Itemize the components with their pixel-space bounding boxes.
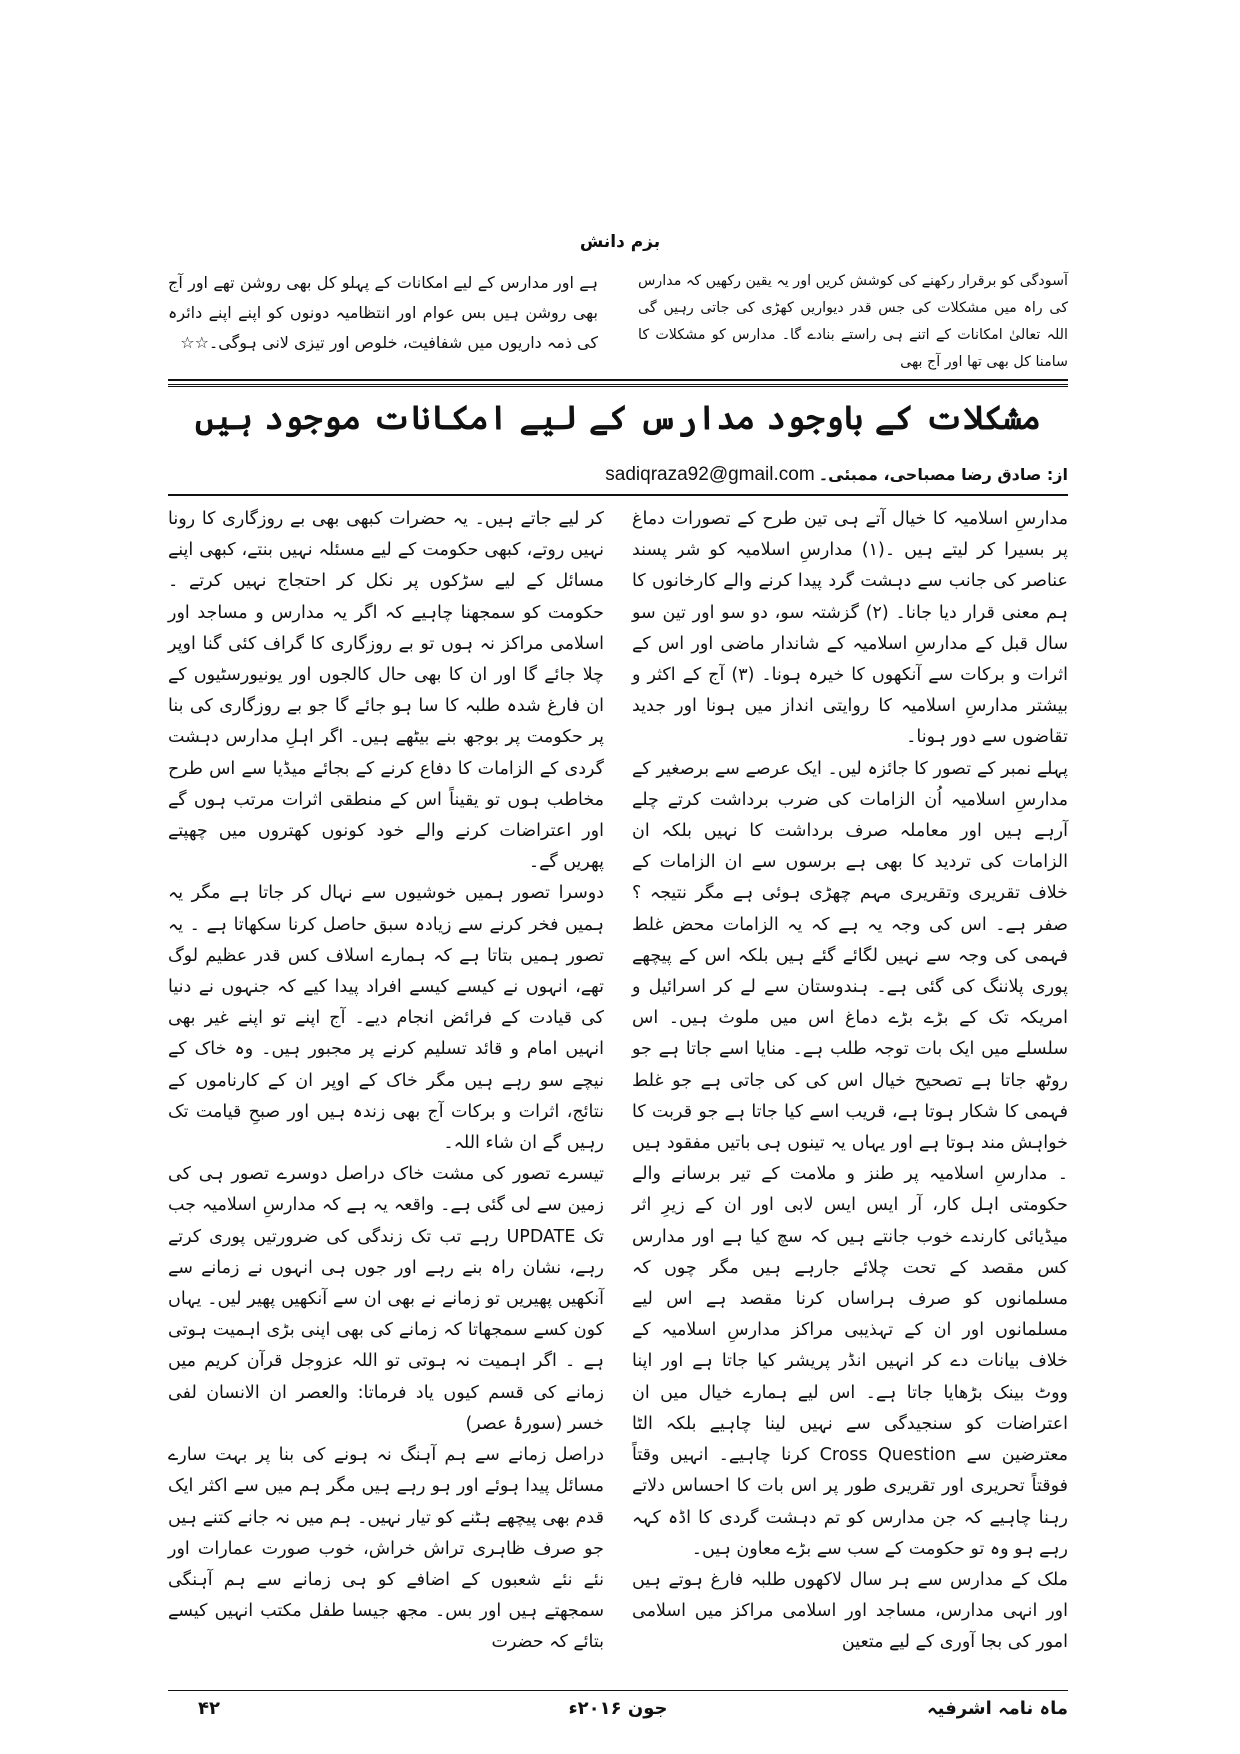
top-right-column <box>638 268 1068 376</box>
paragraph: پہلے نمبر کے تصور کا جائزہ لیں۔ ایک عرصے سے برصغیر کے مدارسِ اسلامیہ اُن الزامات کی ضرب برداشت کرتے چلے آرہے ہیں اور معاملہ صرف برداشت کا نہیں بلکہ ان الزامات کی تردید کا بھی ہے برسوں سے ان الزامات کے خلاف تقریری وتقریری مہم چھڑی ہوئی ہے مگر نتیجہ ؟ صفر ہے۔ اس کی وجہ یہ ہے کہ یہ الزامات محض غلط فہمی کی وجہ سے نہیں لگائے گئے ہیں بلکہ اس کے پیچھے پوری پلاننگ کی گئی ہے۔ ہندوستان سے لے کر اسرائیل و امریکہ تک کے بڑے بڑے دماغ اس میں ملوث ہیں۔ اس سلسلے میں ایک بات توجہ طلب ہے۔ منایا اسے جاتا ہے جو روٹھ جاتا ہے تصحیح خیال اس کی کی جاتی ہے جو غلط فہمی کا شکار ہوتا ہے، قریب اسے کیا جاتا ہے جو قربت کا خواہش مند ہوتا ہے اور یہاں یہ تینوں ہی باتیں مفقود ہیں ۔ مدارسِ اسلامیہ پر طنز و ملامت کے تیر برسانے والے حکومتی اہل کار، آر ایس ایس لابی اور ان کے زیرِ اثر میڈیائی کارندے خوب جانتے ہیں کہ سچ کیا ہے اور مدارس کس مقصد کے تحت چلائے جارہے ہیں مگر چوں کہ مسلمانوں کو صرف ہراساں کرنا مقصد ہے اس لیے مسلمانوں اور ان کے تہذیبی مراکز مدارسِ اسلامیہ کے خلاف بیانات دے کر انہیں انڈر پریشر کیا جاتا ہے اور اپنا ووٹ بینک بڑھایا جاتا ہے۔ اس لیے ہمارے خیال میں ان اعتراضات کو سنجیدگی سے نہیں لینا چاہیے بلکہ الٹا معترضین سے Cross Question کرنا چاہیے۔ انہیں وقتاً فوقتاً تحریری اور تقریری طور پر اس بات کا احساس دلاتے رہنا چاہیے کہ جن مدارس کو تم دہشت گردی کا اڈہ کہہ رہے ہو وہ تو حکومت کے سب سے بڑے معاون ہیں۔ <box>632 758 1068 1559</box>
article-left-column <box>168 504 604 1659</box>
issue-date: جون ۲۰۱۶ء <box>568 1698 668 1719</box>
section-name: بزم دانش <box>579 232 661 252</box>
paragraph: کر لیے جاتے ہیں۔ یہ حضرات کبھی بھی بے روزگاری کا رونا نہیں روتے، کبھی حکومت کے لیے مسئلہ نہیں بنتے، کبھی اپنے مسائل کے لیے سڑکوں پر نکل کر احتجاج نہیں کرتے ۔ حکومت کو سمجھنا چاہیے کہ اگر یہ مدارس و مساجد اور اسلامی مراکز نہ ہوں تو بے روزگاری کا گراف کئی گنا اوپر چلا جائے گا اور ان کا بھی حال کالجوں اور یونیورسٹیوں کے ان فارغ شدہ طلبہ کا سا ہو جائے گا جو بے روزگاری کی بنا پر حکومت پر بوجھ بنے بیٹھے ہیں۔ اگر اہلِ مدارس دہشت گردی کے الزامات کا دفاع کرنے کے بجائے میڈیا سے اس طرح مخاطب ہوں تو یقیناً اس کے منطقی اثرات مرتب ہوں گے اور اعتراضات کرنے والے خود کونوں کھتروں میں چھپتے پھریں گے۔ <box>168 509 604 873</box>
paragraph: ہے اور مدارس کے لیے امکانات کے پہلو کل بھی روشن تھے اور آج بھی روشن ہیں بس عوام اور انتظامیہ دونوں کو اپنے اپنے دائرہ کی ذمہ داریوں میں شفافیت، خلوص اور تیزی لانی ہوگی۔☆☆ <box>168 273 598 353</box>
divider <box>168 384 1068 387</box>
page-footer <box>168 1698 1068 1728</box>
author-email: sadiqraza92@gmail.com <box>605 464 815 485</box>
magazine-name: ماہ نامہ اشرفیہ <box>927 1698 1068 1719</box>
author-byline <box>605 464 1068 486</box>
top-left-column <box>168 268 598 359</box>
article-right-column <box>632 504 1068 1659</box>
divider <box>168 379 1068 381</box>
article-body <box>168 504 1068 1689</box>
paragraph: تیسرے تصور کی مشت خاک دراصل دوسرے تصور ہی کی زمین سے لی گئی ہے۔ واقعہ یہ ہے کہ مدارسِ اسلامیہ جب تک UPDATE رہے تب تک زندگی کی ضرورتیں پوری کرتے رہے، نشان راہ بنے رہے اور جوں ہی انہوں نے زمانے سے آنکھیں پھیریں تو زمانے نے بھی ان سے آنکھیں پھیر لیں۔ یہاں کون کسے سمجھاتا کہ زمانے کی بھی اپنی بڑی اہمیت ہوتی ہے ۔ اگر اہمیت نہ ہوتی تو اللہ عزوجل قرآن کریم میں زمانے کی قسم کیوں یاد فرماتا: والعصر ان الانسان لفی خسر (سورۂ عصر) <box>168 1164 604 1434</box>
divider <box>168 494 1068 496</box>
divider <box>168 1690 1068 1691</box>
paragraph: آسودگی کو برقرار رکھنے کی کوشش کریں اور یہ یقین رکھیں کہ مدارس کی راہ میں مشکلات کی جس قدر دیواریں کھڑی کی جاتی رہیں گی اللہ تعالیٰ امکانات کے اتنے ہی راستے بنادے گا۔ مدارس کو مشکلات کا سامنا کل بھی تھا اور آج بھی <box>638 273 1068 370</box>
paragraph: ملک کے مدارس سے ہر سال لاکھوں طلبہ فارغ ہوتے ہیں اور انہی مدارس، مساجد اور اسلامی مراکز میں اسلامی امور کی بجا آوری کے لیے متعین <box>632 1569 1068 1653</box>
paragraph: دراصل زمانے سے ہم آہنگ نہ ہونے کی بنا پر بہت سارے مسائل پیدا ہوئے اور ہو رہے ہیں مگر ہم میں سے اکثر ایک قدم بھی پیچھے ہٹنے کو تیار نہیں۔ ہم میں نہ جانے کتنے ہیں جو صرف ظاہری تراش خراش، خوب صورت عمارات اور نئے نئے شعبوں کے اضافے کو ہی زمانے سے ہم آہنگی سمجھتے ہیں اور بس۔ مجھ جیسا طفل مکتب انہیں کیسے بتائے کہ حضرت <box>168 1445 604 1653</box>
author-name: از: صادق رضا مصباحی، ممبئی۔ <box>818 465 1068 484</box>
article-title: مشکلات کے باوجود مدارس کے لیے امکانات موجود ہیں <box>194 398 1041 437</box>
page-number: ۴۲ <box>198 1698 220 1719</box>
paragraph: دوسرا تصور ہمیں خوشیوں سے نہال کر جاتا ہے مگر یہ ہمیں فخر کرنے سے زیادہ سبق حاصل کرنا سکھاتا ہے ۔ یہ تصور ہمیں بتاتا ہے کہ ہمارے اسلاف کس قدر عظیم لوگ تھے، انہوں نے کیسے کیسے افراد پیدا کیے کہ جنہوں نے دنیا کی قیادت کے فرائض انجام دیے۔ آج اپنے تو اپنے غیر بھی انہیں امام و قائد تسلیم کرنے پر مجبور ہیں۔ وہ خاک کے نیچے سو رہے ہیں مگر خاک کے اوپر ان کے کارناموں کے نتائج، اثرات و برکات آج بھی زندہ ہیں اور صبحِ قیامت تک رہیں گے ان شاء اللہ۔ <box>168 883 604 1154</box>
previous-article-ending <box>168 268 1068 378</box>
paragraph: مدارسِ اسلامیہ کا خیال آتے ہی تین طرح کے تصورات دماغ پر بسیرا کر لیتے ہیں ۔(۱) مدارسِ اسلامیہ کو شر پسند عناصر کی جانب سے دہشت گرد پیدا کرنے والے کارخانوں کا ہم معنی قرار دیا جانا۔ (۲) گزشتہ سو، دو سو اور تین سو سال قبل کے مدارسِ اسلامیہ کے شاندار ماضی اور اس کے اثرات و برکات سے آنکھوں کا خیرہ ہونا۔ (۳) آج کے اکثر و بیشتر مدارسِ اسلامیہ کا روایتی انداز میں ہونا اور جدید تقاضوں سے دور ہونا۔ <box>632 509 1069 748</box>
